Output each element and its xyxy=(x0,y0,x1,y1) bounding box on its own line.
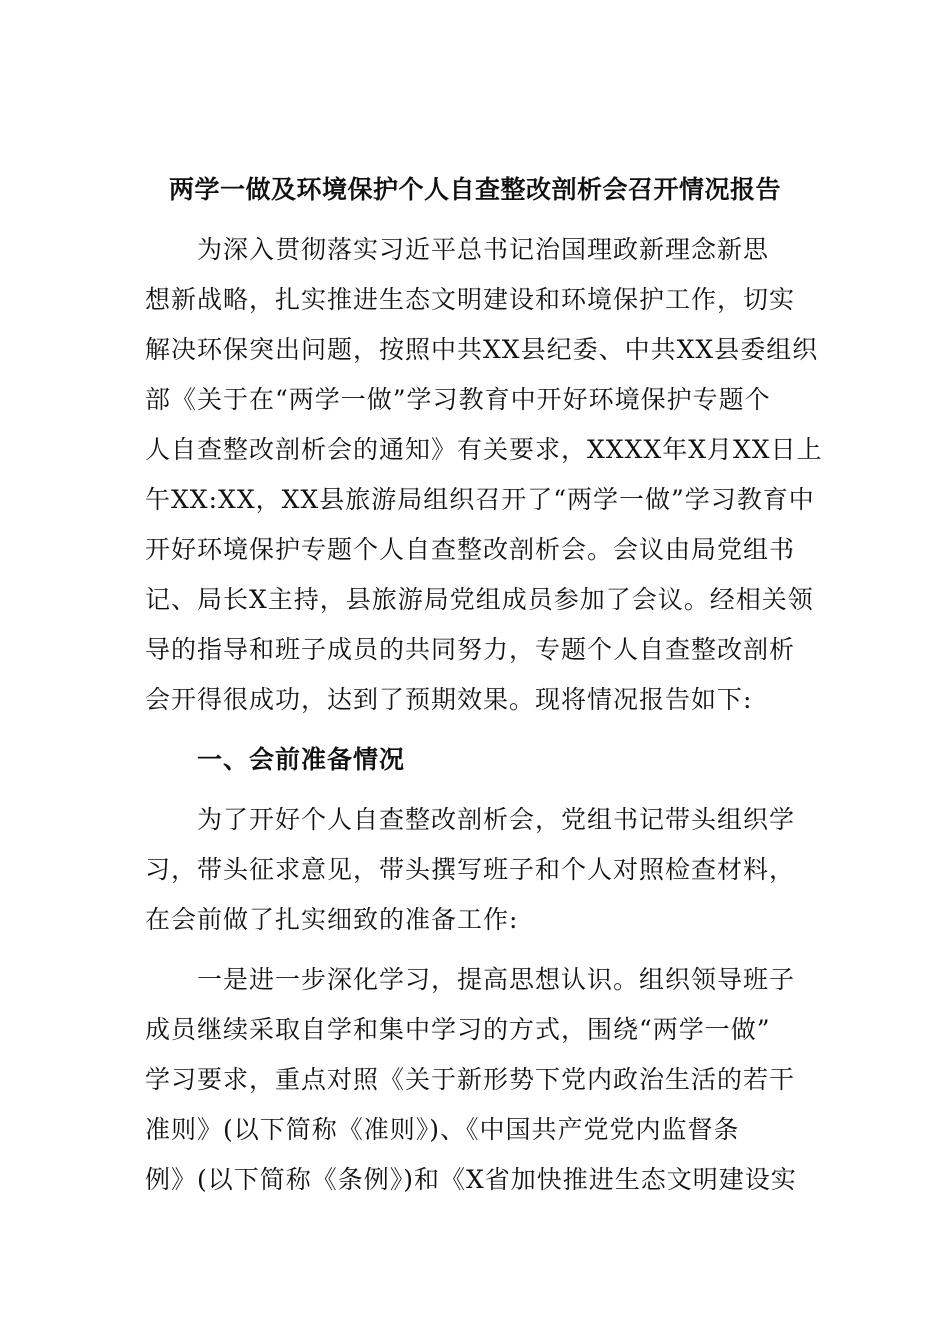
intro-line-2: 想新战略，扎实推进生态文明建设和环境保护工作，切实 xyxy=(145,285,796,314)
intro-line-1: 为深入贯彻落实习近平总书记治国理政新理念新思 xyxy=(197,235,770,264)
section-1-heading: 一、会前准备情况 xyxy=(197,745,406,774)
section-1-item-1-line-3: 学习要求，重点对照《关于新形势下党内政治生活的若干 xyxy=(145,1065,796,1094)
section-1-item-1-line-5: 例》(以下简称《条例》)和《X省加快推进生态文明建设实 xyxy=(145,1165,797,1194)
intro-line-8: 记、局长X主持，县旅游局党组成员参加了会议。经相关领 xyxy=(145,585,814,614)
section-1-item-1-line-4: 准则》(以下简称《准则》)、《中国共产党党内监督条 xyxy=(145,1115,740,1144)
intro-line-10: 会开得很成功，达到了预期效果。现将情况报告如下: xyxy=(145,685,753,714)
section-1-para-line-1: 为了开好个人自查整改剖析会，党组书记带头组织学 xyxy=(197,805,796,834)
intro-line-9: 导的指导和班子成员的共同努力，专题个人自查整改剖析 xyxy=(145,635,796,664)
intro-line-7: 开好环境保护专题个人自查整改剖析会。会议由局党组书 xyxy=(145,535,796,564)
intro-line-4: 部《关于在“两学一做”学习教育中开好环境保护专题个 xyxy=(145,385,771,414)
section-1-para-line-2: 习，带头征求意见，带头撰写班子和个人对照检查材料， xyxy=(145,855,796,884)
section-1-item-1-line-2: 成员继续采取自学和集中学习的方式，围绕“两学一做” xyxy=(145,1015,771,1044)
intro-line-5: 人自查整改剖析会的通知》有关要求，XXXX年X月XX日上 xyxy=(145,435,823,464)
section-1-item-1-line-1: 一是进一步深化学习，提高思想认识。组织领导班子 xyxy=(197,965,796,994)
section-1-para-line-3: 在会前做了扎实细致的准备工作: xyxy=(145,905,519,934)
intro-line-3: 解决环保突出问题，按照中共XX县纪委、中共XX县委组织 xyxy=(145,335,819,364)
intro-line-6: 午XX:XX，XX县旅游局组织召开了“两学一做”学习教育中 xyxy=(145,485,815,514)
document-title: 两学一做及环境保护个人自查整改剖析会召开情况报告 xyxy=(168,175,781,204)
